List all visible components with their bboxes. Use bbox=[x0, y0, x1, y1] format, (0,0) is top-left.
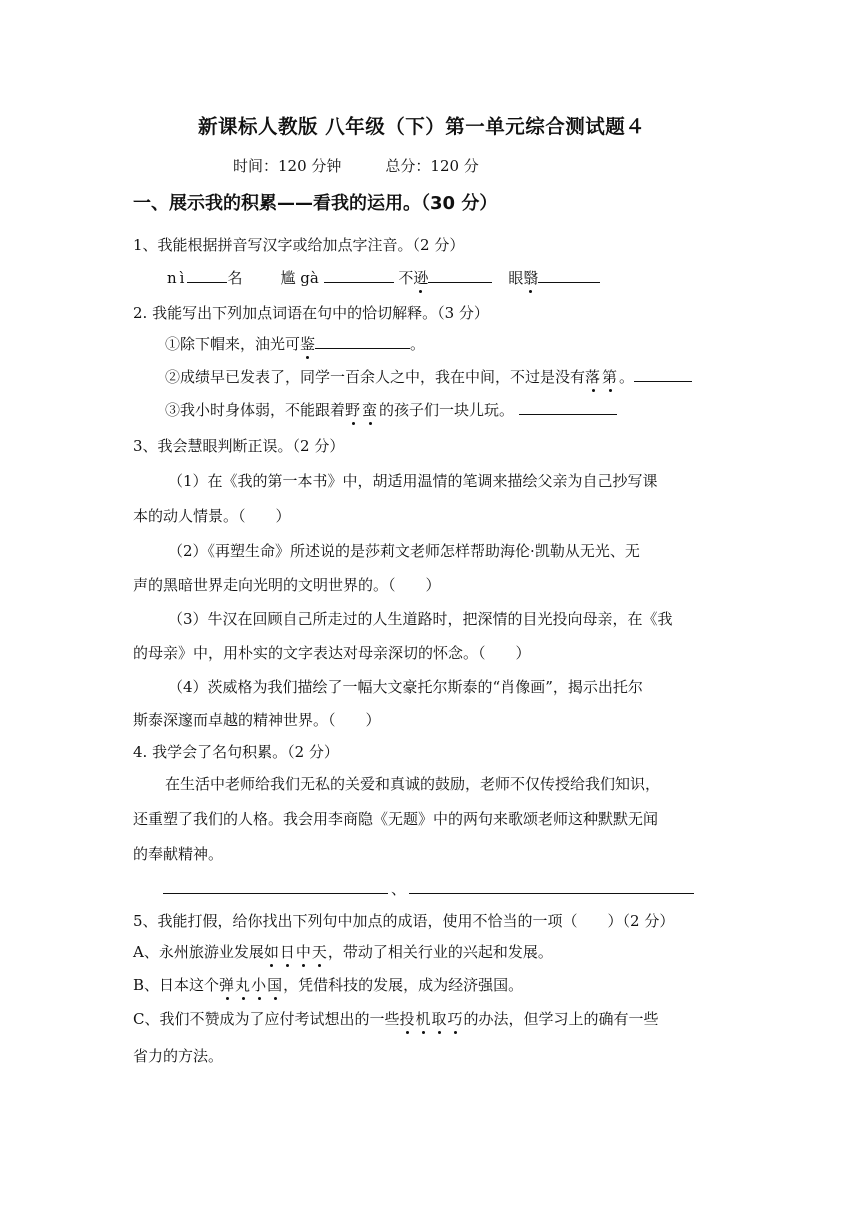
q5-b-dotted bbox=[219, 976, 283, 994]
q4-para-line3: 的奉献精神。 bbox=[133, 845, 224, 863]
emphasis-char: 野 bbox=[345, 401, 363, 419]
q4-separator: 、 bbox=[391, 880, 407, 898]
q1-item1-tail: 名 bbox=[227, 269, 243, 287]
emphasis-char: 弹 bbox=[219, 976, 236, 994]
q4-answer-blank-2[interactable] bbox=[409, 892, 694, 894]
q2-s3-dotted bbox=[345, 401, 379, 419]
q2-stem: 2. 我能写出下列加点词语在句中的恰切解释。（3 分） bbox=[133, 304, 489, 322]
q2-sentence-3: ③我小时身体弱，不能跟着野蛮的孩子们一块儿玩。 bbox=[165, 400, 617, 419]
emphasis-char: 蛮 bbox=[362, 401, 380, 419]
exam-meta bbox=[233, 157, 479, 175]
q2-sentence-1: ①除下帽来，油光可鉴 。 bbox=[165, 335, 426, 353]
q1-stem: 1、我能根据拼音写汉字或给加点字注音。（2 分） bbox=[133, 236, 465, 254]
page-title: 新课标人教版 八年级（下）第一单元综合测试题４ bbox=[198, 115, 646, 138]
q1-item3-blank[interactable] bbox=[428, 268, 492, 283]
q3-stem: 3、我会慧眼判断正误。（2 分） bbox=[133, 437, 345, 455]
q3-item3-line2: 的母亲》中，用朴实的文字表达对母亲深切的怀念。（ ） bbox=[133, 644, 531, 662]
q2-s1-blank[interactable] bbox=[315, 334, 410, 349]
q5-stem: 5、我能打假，给你找出下列句中加点的成语，使用不恰当的一项（ ）（2 分） bbox=[133, 912, 675, 930]
q1-item3-dotted: 逊 bbox=[413, 269, 429, 287]
q3-item2-line1: （2）《再塑生命》所述说的是莎莉文老师怎样帮助海伦·凯勒从无光、无 bbox=[168, 542, 640, 560]
q3-item3-line1: （3）牛汉在回顾自己所走过的人生道路时，把深情的目光投向母亲，在《我 bbox=[168, 610, 673, 628]
section-heading: 一、展示我的积累——看我的运用。（30 分） bbox=[133, 193, 498, 214]
q2-s2-dotted bbox=[585, 368, 619, 386]
q5-option-a[interactable]: A、永州旅游业发展如日中天，带动了相关行业的兴起和发展。 bbox=[133, 943, 553, 961]
emphasis-char: 取 bbox=[431, 1010, 448, 1028]
q3-item4-line1: （4）茨威格为我们描绘了一幅大文豪托尔斯泰的“肖像画”，揭示出托尔 bbox=[168, 678, 643, 696]
q4-para-line1: 在生活中老师给我们无私的关爱和真诚的鼓励，老师不仅传授给我们知识， bbox=[165, 775, 661, 793]
exam-total-score: 总分：120 分 bbox=[385, 157, 479, 175]
emphasis-char: 天 bbox=[311, 943, 328, 961]
q2-s1-dotted: 鉴 bbox=[300, 335, 316, 353]
q5-a-dotted bbox=[264, 943, 328, 961]
emphasis-char: 日 bbox=[279, 943, 296, 961]
emphasis-char: 中 bbox=[295, 943, 312, 961]
q1-item3-pre: 不 bbox=[398, 269, 414, 287]
q5-c-dotted bbox=[399, 1010, 463, 1028]
q4-stem: 4. 我学会了名句积累。（2 分） bbox=[133, 743, 339, 761]
emphasis-char: 如 bbox=[263, 943, 280, 961]
q1-items bbox=[167, 268, 600, 287]
q1-item2-blank[interactable] bbox=[324, 268, 394, 283]
emphasis-char: 国 bbox=[267, 976, 284, 994]
emphasis-char: 投 bbox=[399, 1010, 416, 1028]
q3-item1-line2: 本的动人情景。（ ） bbox=[133, 507, 291, 525]
q5-option-b[interactable]: B、日本这个弹丸小国，凭借科技的发展，成为经济强国。 bbox=[133, 976, 524, 994]
q1-item4-pre: 眼 bbox=[508, 269, 524, 287]
q3-item4-line2: 斯泰深邃而卓越的精神世界。（ ） bbox=[133, 711, 381, 729]
q3-item2-line2: 声的黑暗世界走向光明的文明世界的。（ ） bbox=[133, 576, 441, 594]
emphasis-char: 第 bbox=[602, 368, 620, 386]
q1-item1-blank[interactable] bbox=[187, 268, 227, 283]
emphasis-char: 丸 bbox=[235, 976, 252, 994]
emphasis-char: 巧 bbox=[447, 1010, 464, 1028]
q5-option-c-line1[interactable]: C、我们不赞成为了应付考试想出的一些投机取巧的办法，但学习上的确有一些 bbox=[133, 1010, 659, 1028]
q2-s2-blank[interactable] bbox=[634, 367, 692, 382]
emphasis-char: 小 bbox=[251, 976, 268, 994]
q2-s3-blank[interactable] bbox=[519, 400, 617, 415]
q5-option-c-line2: 省力的方法。 bbox=[133, 1047, 224, 1065]
q1-item1-pinyin: nì bbox=[167, 269, 188, 287]
q3-item1-line1: （1）在《我的第一本书》中，胡适用温情的笔调来描绘父亲为自己抄写课 bbox=[168, 472, 658, 490]
emphasis-char: 落 bbox=[585, 368, 603, 386]
q4-answer-blank-1[interactable] bbox=[163, 892, 388, 894]
q1-item4-blank[interactable] bbox=[538, 268, 600, 283]
q1-item4-dotted: 翳 bbox=[523, 269, 539, 287]
exam-time: 时间：120 分钟 bbox=[233, 157, 342, 175]
q1-item2-text: 尴 gà bbox=[280, 269, 319, 287]
q4-para-line2: 还重塑了我们的人格。我会用李商隐《无题》中的两句来歌颂老师这种默默无闻 bbox=[133, 810, 659, 828]
q2-sentence-2: ②成绩早已发表了，同学一百余人之中，我在中间，不过是没有落第。 bbox=[165, 367, 692, 386]
emphasis-char: 机 bbox=[415, 1010, 432, 1028]
